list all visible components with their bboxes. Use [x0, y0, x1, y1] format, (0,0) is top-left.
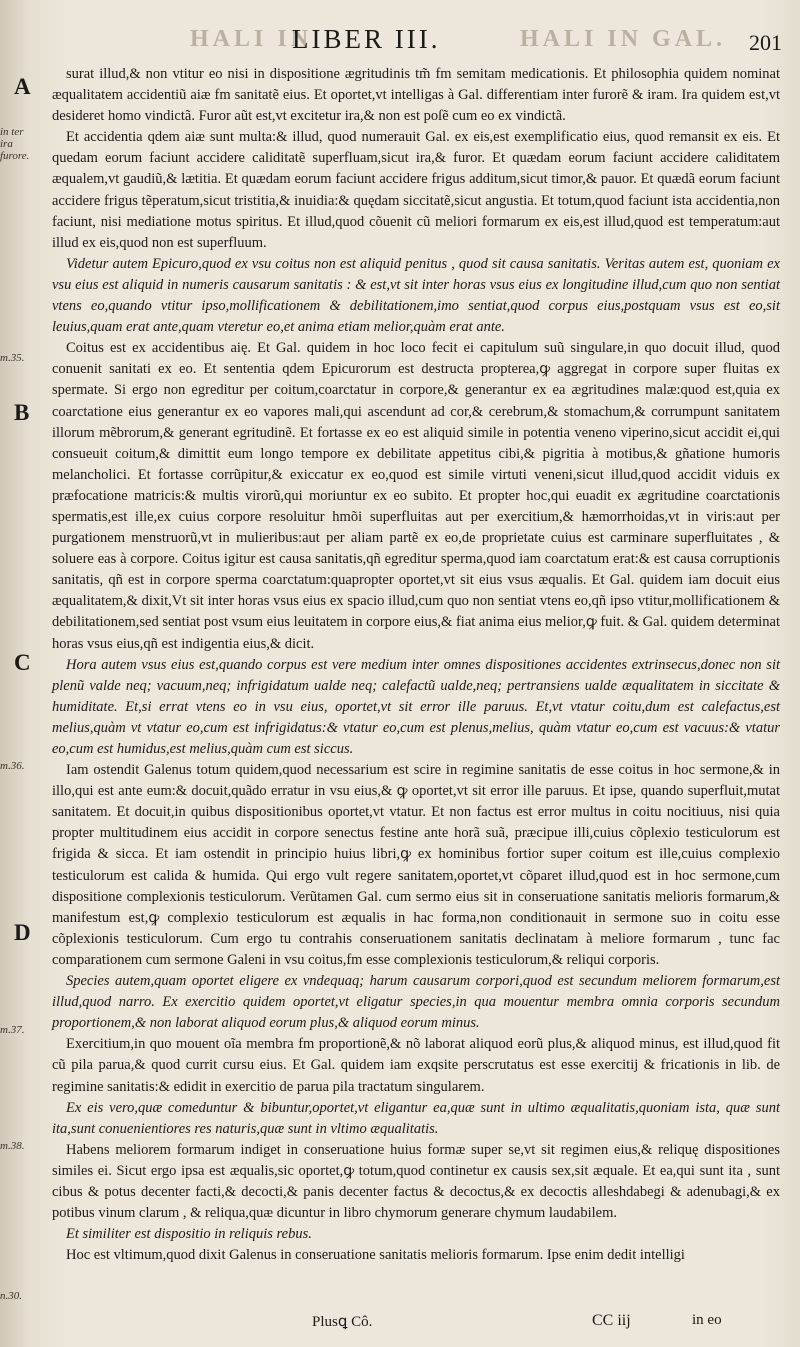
paragraph: Exercitium,in quo mouent oĩa membra fm proportionẽ,& nõ laborat aliquod eorũ plus,& aliquod minus, est illud,quod fit cũ pila parua,& quod currit cursu eius. Et Gal. quidem iam exqsite perscrutatus est esse exercitij & fricationis in lib. de regimine sanitatis:& edidit in exercitio de parua pila tractatum singularem.: [52, 1036, 780, 1095]
margin-note: m.35.: [0, 352, 25, 364]
commentary-paragraph: Et similiter est dispositio in reliquis rebus.: [66, 1226, 312, 1243]
commentary-paragraph: Ex eis vero,quæ comeduntur & bibuntur,oportet,vt eligantur ea,quæ sunt in ultimo æqualitatis,quoniam ista, quæ sunt ita,sunt conuenientiores res naturis,quæ sunt in vltimo æqualitatis.: [52, 1099, 780, 1137]
margin-note: m.36.: [0, 760, 25, 772]
paragraph: Iam ostendit Galenus totum quidem,quod necessarium est scire in regimine sanitatis de esse coitus in hoc sermone,& in illo,qui est ante eum:& docuit,quãdo erratur in vsu eius,& ꝙ oportet,vt sit error ille paruus. Et ipse, quando superfluit,mutat sanitatem. Et docuit,in quibus dispositionibus oportet,vt vtatur. Et non factus est error multus in coitu nocitiuus, nisi quia propter multitudinem eius accidit in corpore senectus festine ante horã suã, præcipue illi,cuius cõplexio testiculorum est frigida & sicca. Et iam ostendit in principio huius libri,ꝙ ex hominibus fortior super coitum est ille,cuius complexio testiculorum est calida & humida. Qui ergo vult regere sanitatem,oportet,vt cõparet illud,quod est in hoc sermone,cum dispositione complexionis testiculorum. Verũtamen Gal. cum sermo eius sit in conseruatione sanitatis melioris formarum,& manifestum est,ꝙ complexio testiculorum est æqualis in hac forma,non conditionauit in sermone suo in coitu esse cõplexionis testiculorum. Cum ergo tu contrahis conseruationem sanitatis declinatam à meliore formarum , tunc fac comparationem cum sermone Galeni in vsu coitus,fm esse complexionis testiculorum,& reliqui corporis.: [52, 762, 780, 968]
section-letter: A: [14, 74, 31, 99]
section-letter: B: [14, 400, 30, 425]
margin-note: in ter ira furore.: [0, 126, 30, 162]
paragraph: Et accidentia qdem aiæ sunt multa:& illud, quod numerauit Gal. ex eis,est exemplificatio eius, quod remansit ex eis. Et quedam eorum faciunt accidere caliditatẽ superfluam,sicut ira,& furor. Et quædam eorum faciunt accidere caliditatem æqualem,vt gaudiũ,& lætitia. Et quædam eorum faciunt accidere frigus additum,sicut timor,& pauor. Et quædã eorum faciunt accidere frigus tẽperatum,sicut tristitia,& inuidia:& quędam siccitatẽ,sicut angustia. Et totum,quod faciunt ista accidentia,non faciunt, nisi mediatione motus spiritus. Et illud,quod cõuenit cũ meliori formarum ex eis,est illud,quod est temperatum:aut illud ex eis,quod non est superfluum.: [52, 129, 780, 251]
body-text: [52, 64, 780, 1266]
paragraph: Hoc est vltimum,quod dixit Galenus in conseruatione sanitatis melioris formarum. Ipse enim dedit intelligi: [66, 1247, 685, 1264]
section-letter: C: [14, 650, 31, 675]
bleed-through-left: HALI IN: [190, 26, 313, 52]
margin-note: n.30.: [0, 1290, 22, 1302]
page-footer: [52, 1308, 780, 1338]
catchword: in eo: [692, 1312, 722, 1328]
page-title: LIBER III.: [292, 24, 441, 54]
margin-note: m.38.: [0, 1140, 25, 1152]
paragraph: Coitus est ex accidentibus aię. Et Gal. quidem in hoc loco fecit ei capitulum suũ singulare,in quo docuit illud, quod conuenit sanitati ex eo. Et sententia qdem Epicurorum est destructa propterea,ꝙ aggregat in corpore super fluitas ex spermate. Si ergo non egreditur per coitum,coarctatur in corpore,& generantur ex ea ægritudines malæ:quod est,quia ex coarctatione eius generantur ex eo vapores mali,qui ascendunt ad cor,& cerebrum,& stomachum,& corrumpunt sanitatem illorum mẽbrorum,& generant egritudinẽ. Et fortasse ex eo est aliquid simile in potentia veneno viperino,sicut accidit ei,qui consueuit coitum,& dimittit eum longo tempore ex debilitate appetitus cibi,& pigritia à motibus,& gñatione humoris melancholici. Et fortasse corrũpitur,& exiccatur ex eo,quod est simile virtuti veneni,sicut illud,quod accidit viduis ex præfocatione matricis:& multis virorũ,qui moriuntur ex eo subito. Et propter hoc,qui euadit ex ægritudine coarctationis spermatis,est ille,ex cuius corpore resoluitur hmõi superfluitas aut per exercitium,& hæmorrhoidas,vt in viris:aut per purgationem menstruorũ,vt in mulieribus:aut per aliam partẽ ex eo,de proprietate cuius est carminare superfluitates , & soluere eas à corpore. Coitus igitur est causa sanitatis,qñ egreditur sperma,quod iam coarctatum erat:& est causa corruptionis sanitatis, qñ est in corpore sperma coarctatum:quapropter oportet,vt sit eius vsus æqualis. Et Gal. quidem iam docuit eius æqualitatem,& dixit,Vt sit inter horas vsus eius ex spacio illud,cum quo non sentiat vtens eo,qñ ipso vtitur,mollificationem & debilitationem,sed sentiat post vsum eius leuitatem in corpore eius,& fiat anima eius melior,ꝙ fuit. & Gal. quidem determinat horas vsus eius,qñ est indigentia eius,& dicit.: [52, 340, 780, 652]
folio-number: 201: [749, 30, 782, 55]
commentary-paragraph: Videtur autem Epicuro,quod ex vsu coitus non est aliquid penitus , quod sit causa sanitatis. Veritas autem est, quoniam ex vsu eius est aliquid in numeris causarum sanitatis : & est,vt sit inter horas vsus eius ex longitudine illud,cum quo non sentiat vtens eo,quando vtitur ipso,mollificationem & debilitationem,imo sentiat,quod corpus eius,postquam vsus est eo,sit leuius,quam erat ante,quam vteretur eo,et anima etiam melior,quàm erat ante.: [52, 255, 780, 336]
signature-mark: Plusꝗ Cô.: [312, 1314, 373, 1330]
section-letter: D: [14, 920, 31, 945]
quire-mark: CC iij: [592, 1312, 631, 1329]
running-head: [150, 22, 790, 62]
commentary-paragraph: Species autem,quam oportet eligere ex vndequaq; harum causarum corpori,quod est secundum meliorem formarum,est illud,quod narro. Ex exercitio quidem oportet,vt eligatur species,in qua mouentur membra omnia corporis secundum proportionem,& non laborat aliquod eorum plus,& aliquod eorum minus.: [52, 973, 780, 1032]
margin-note: m.37.: [0, 1024, 25, 1036]
paragraph: surat illud,& non vtitur eo nisi in dispositione ægritudinis tm̃ fm semitam medicationis. Et philosophia quidem nominat æqualitatem accidentiũ aiæ fm sanitatẽ eius. Et oportet,vt intelligas à Gal. differentiam inter furorẽ & iram. Ira quidem est,vt desideret homo vindictã. Furor aũt est,vt excitetur ira,& non est poſẽ cum eo ex vindictã.: [52, 66, 780, 125]
paragraph: Habens meliorem formarum indiget in conseruatione huius formæ super se,vt sit regimen eius,& reliquę dispositiones similes ei. Sicut ergo ipsa est æqualis,sic oportet,ꝙ totum,quod continetur ex causis sex,sit æquale. Et ea,qui sunt ita , sunt cibus & potus decenter facti,& decocti,& panis decenter factus & decoctus,& ex decoctis alleshdabegi & adenubagi,& ex potibus vinum clarum , & reliqua,quæ dicuntur in libro chymorum generare chymum laudabilem.: [52, 1141, 780, 1222]
bleed-through-right: HALI IN GAL.: [520, 26, 727, 52]
commentary-paragraph: Hora autem vsus eius est,quando corpus est vere medium inter omnes dispositiones accidentes extrinsecus,donec non sit plenũ valde neq; vacuum,neq; infrigidatum ualde neq; calefactũ ualde,neq; pertransiens ualde æqualitatem in siccitate & humiditate. Et,si errat vtens eo in vsu eius, oportet,vt sit error ille paruus. Et,vt vtatur coitu,dum est calefactus,est melius,quàm vt vtatur eo,cum est infrigidatus:& vtatur eo,cum est plenus,melius, quàm vtatur eo,cum est vacuus:& vtatur eo,cum est humidus,est melius,quàm cum est siccus.: [52, 656, 780, 757]
